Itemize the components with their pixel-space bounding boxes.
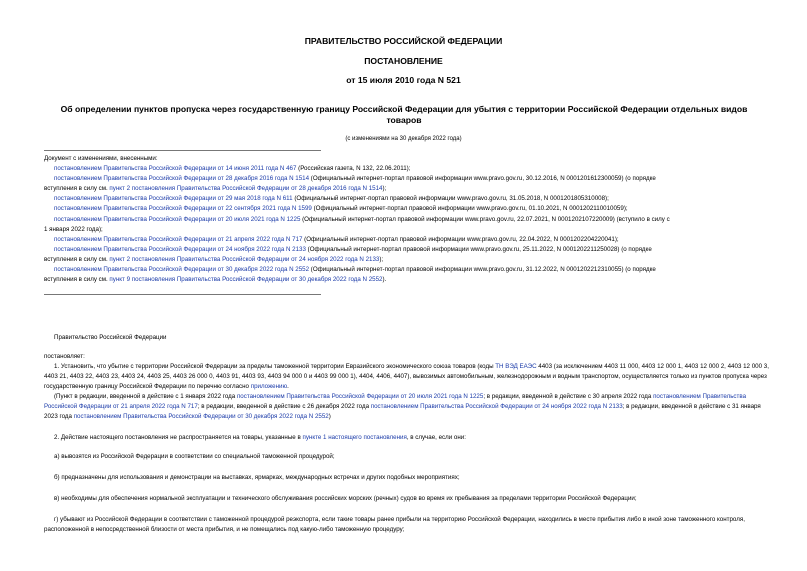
amendment-link[interactable]: постановлением Правительства Российской Федерации от 20 июля 2021 года N 1225 (54, 215, 301, 223)
amendment-item (44, 204, 770, 214)
amendment-source: (Официальный интернет-портал правовой информации www.pravo.gov.ru, 31.12.2022, N 0001202212310055) (о порядке (309, 266, 656, 274)
amendment-item (44, 174, 770, 184)
subparagraph-b: б) предназначены для использования и демонстрации на выставках, ярмарках, международных встречах и других подобных мероприятиях; (54, 474, 460, 481)
subparagraph-a: а) вывозятся из Российской Федерации в соответствии со специальной таможенной процедурой; (54, 453, 335, 460)
amendments-intro: Документ с изменениями, внесенными: (44, 155, 158, 162)
amendment-source: (Российская газета, N 132, 22.06.2011); (296, 165, 411, 173)
amendment-item (44, 265, 770, 275)
link-decree-717[interactable]: постановлением Правительства Российской Федерации от 21 апреля 2022 года N 717 (44, 393, 747, 411)
amendment-source: (Официальный интернет-портал правовой информации www.pravo.gov.ru, 30.12.2016, N 0001201612300059) (о порядке (309, 175, 656, 183)
amendment-item-continuation (44, 225, 770, 235)
document-type: ПОСТАНОВЛЕНИЕ (364, 56, 443, 66)
link-appendix[interactable]: приложению (250, 383, 288, 391)
amendment-item (44, 215, 770, 225)
amendment-effective-link[interactable]: пункт 9 постановления Правительства Российской Федерации от 30 декабря 2022 года N 2552 (109, 276, 383, 284)
amendment-source: (Официальный интернет-портал правовой информации www.pravo.gov.ru, 01.10.2021, N 0001202110010059); (311, 205, 628, 213)
amendment-note-end: ); (382, 185, 387, 193)
link-tn-ved[interactable]: ТН ВЭД ЕАЭС (495, 363, 537, 370)
government-heading: ПРАВИТЕЛЬСТВО РОССИЙСКОЙ ФЕДЕРАЦИИ (304, 36, 503, 46)
amendment-source: (Официальный интернет-портал правовой информации www.pravo.gov.ru, 25.11.2022, N 0001202211250028) (о порядке (305, 245, 652, 253)
paragraph-1-note: (Пункт в редакции, введенной в действие с 1 января 2022 года постановлением Правительства Российской Федерации от 20 июля 2021 года N 1225; в редакции, введенной в действие с 30 апреля 2022 года постановлением Правительства Российской Федерации от 21 апреля 2022 года N 717; в редакции, введенной в действие с 26 декабря 2022 года постановлением Правительства Российской Федерации от 24 ноября 2022 года N 2133; в редакции, введенной в действие с 31 января 2023 года постановлением Правительства Российской Федерации от 30 декабря 2022 года N 2552) (44, 393, 761, 421)
amendment-effective-link[interactable]: пункт 2 постановления Правительства Российской Федерации от 24 ноября 2022 года N 2133 (109, 255, 380, 263)
amendment-link[interactable]: постановлением Правительства Российской Федерации от 24 ноября 2022 года N 2133 (54, 245, 306, 253)
amendment-note-end: ). (382, 276, 387, 284)
link-decree-2133[interactable]: постановлением Правительства Российской Федерации от 24 ноября 2022 года N 2133 (370, 403, 623, 411)
subparagraph-g: г) убывают из Российской Федерации в соответствии с таможенной процедурой реэкспорта, если такие товары ранее прибыли на территорию Российской Федерации, находились в месте прибытия либо в иной зоне таможенного контроля, расположенной в непосредственной близости от места прибытия, и не помещались под какую-либо таможенную процедуру; (44, 516, 745, 534)
amendment-effective-link[interactable]: пункт 2 постановления Правительства Российской Федерации от 28 декабря 2016 года N 1514 (109, 185, 383, 193)
amendment-link[interactable]: постановлением Правительства Российской Федерации от 28 декабря 2016 года N 1514 (54, 175, 310, 183)
amendment-item (44, 235, 770, 245)
amendment-note-text: вступления в силу см. (44, 276, 110, 284)
amendment-status: (с изменениями на 30 декабря 2022 года) (345, 136, 462, 142)
amendment-source: (Официальный интернет-портал правовой информации www.pravo.gov.ru, 31.05.2018, N 0001201805310008); (292, 195, 609, 203)
amendment-link[interactable]: постановлением Правительства Российской Федерации от 30 декабря 2022 года N 2552 (54, 266, 310, 274)
amendment-note-end: ); (379, 255, 384, 263)
link-decree-1225[interactable]: постановлением Правительства Российской Федерации от 20 июля 2021 года N 1225 (236, 393, 484, 400)
paragraph-1: 1. Установить, что убытие с территории Российской Федерации за пределы таможенной территории Евразийского экономического союза товаров (коды ТН ВЭД ЕАЭС 4403 (за исключением 4403 11 000, 4403 12 000 1, 4403 12 000 2, 4403 12 000 3, 4403 21, 4403 22, 4403 23, 4403 24, 4403 25, 4403 26 000 0, 4403 91, 4403 93, 4403 94 000 0 и 4403 99 000 1), 4404, 4406, 4407), вывозимых автомобильным, железнодорожным и водным транспортом, осуществляется только из пунктов пропуска через государственную границу Российской Федерации по перечню согласно приложению. (44, 363, 769, 391)
amendment-item-continuation (44, 255, 770, 265)
body-decides: постановляет: (44, 353, 85, 360)
document-date-number: от 15 июля 2010 года N 521 (346, 75, 461, 85)
amendment-source: (Официальный интернет-портал правовой информации www.pravo.gov.ru, 22.04.2022, N 0001202204220041); (302, 235, 619, 243)
amendment-note-text: вступления в силу см. (44, 255, 110, 263)
body-government: Правительство Российской Федерации (54, 334, 167, 341)
amendments-block (44, 154, 770, 285)
amendment-link[interactable]: постановлением Правительства Российской Федерации от 22 сентября 2021 года N 1599 (54, 205, 312, 213)
amendment-item-continuation (44, 184, 770, 194)
amendment-item (44, 164, 770, 174)
amendment-note-text: вступления в силу см. (44, 185, 110, 193)
document-title: Об определении пунктов пропуска через государственную границу Российской Федерации для убытия с территории Российской Федерации отдельных видов товаров (60, 104, 748, 125)
link-paragraph-1[interactable]: пункте 1 настоящего постановления (302, 434, 407, 441)
amendment-source: (Официальный интернет-портал правовой информации www.pravo.gov.ru, 22.07.2021, N 0001202107220009) (вступило в силу с (300, 215, 670, 223)
divider-top (44, 150, 321, 151)
amendment-note-text: 1 января 2022 года); (44, 225, 103, 233)
link-decree-2552[interactable]: постановлением Правительства Российской Федерации от 30 декабря 2022 года N 2552 (73, 413, 329, 421)
amendment-link[interactable]: постановлением Правительства Российской Федерации от 21 апреля 2022 года N 717 (54, 235, 303, 243)
amendment-item (44, 245, 770, 255)
subparagraph-v: в) необходимы для обеспечения нормальной эксплуатации и технического обслуживания российских морских (речных) судов во время их пребывания за пределами территории Российской Федерации; (54, 495, 637, 502)
amendment-link[interactable]: постановлением Правительства Российской Федерации от 14 июня 2011 года N 467 (54, 165, 297, 173)
paragraph-2: 2. Действие настоящего постановления не распространяется на товары, указанные в пункте 1 настоящего постановления, в случае, если они: (54, 434, 466, 441)
divider-bottom (44, 294, 321, 295)
amendment-link[interactable]: постановлением Правительства Российской Федерации от 29 мая 2018 года N 611 (54, 195, 293, 203)
amendment-item-continuation (44, 275, 770, 285)
amendment-item (44, 194, 770, 204)
